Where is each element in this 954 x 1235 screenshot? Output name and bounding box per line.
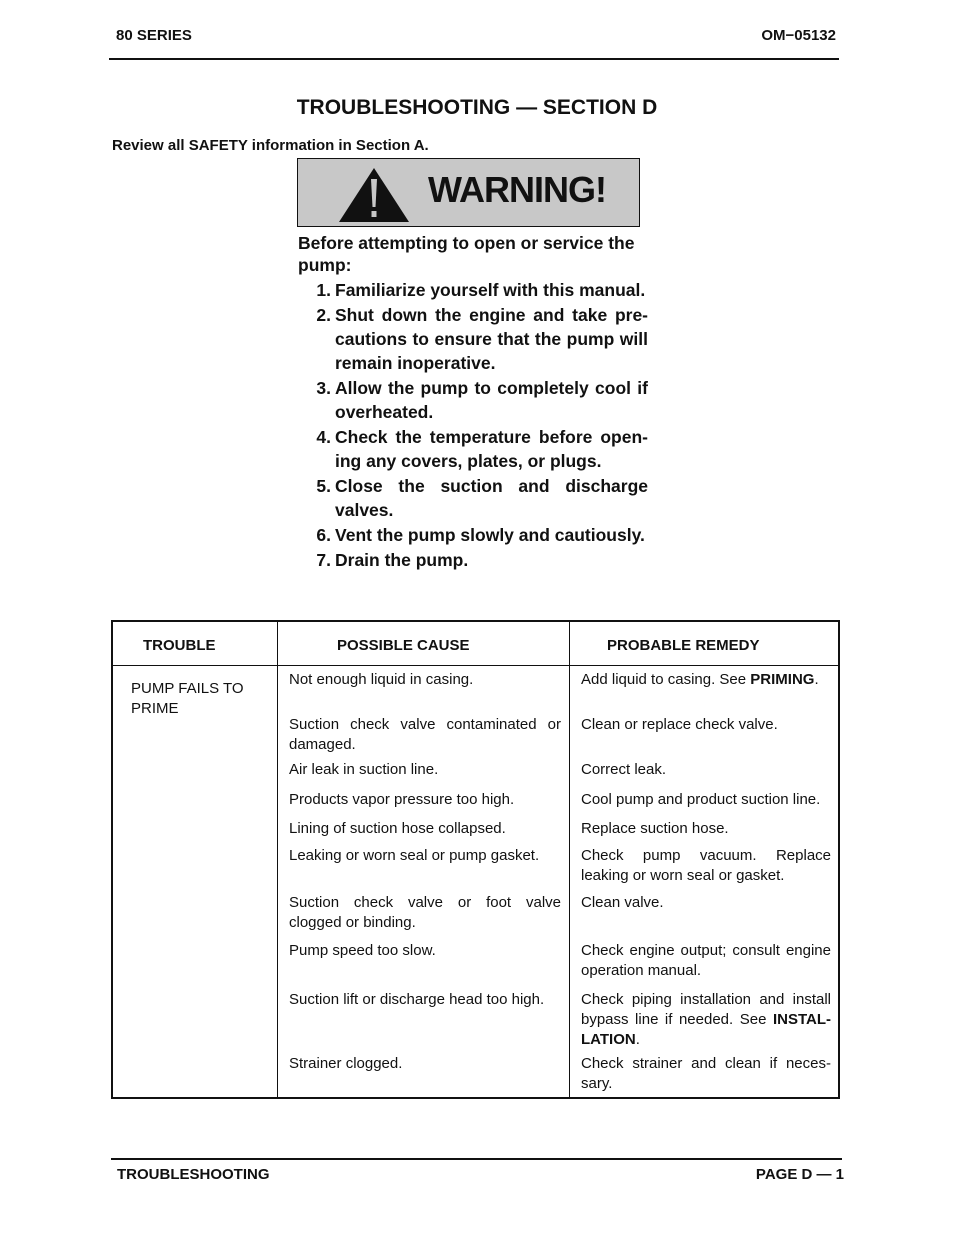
remedy-cell: Check strainer and clean if necessary.	[581, 1055, 831, 1092]
cause-cell: Pump speed too slow.	[289, 942, 436, 959]
cause-cell: Suction lift or discharge head too high.	[289, 991, 545, 1008]
step-number: 4.	[316, 427, 331, 447]
exclamation-triangle-icon	[338, 167, 410, 223]
column-header-cause: POSSIBLE CAUSE	[337, 637, 470, 654]
cause-cell: Lining of suction hose collapsed.	[289, 820, 506, 837]
step-number: 1.	[316, 280, 331, 300]
warning-intro: Before attempting to open or service the pump:	[298, 233, 635, 275]
remedy-cell: Check piping installation and install bypass line if needed. See INSTALLATION.	[581, 991, 831, 1048]
step-text: Allow the pump to completely cool if overheated.	[335, 378, 648, 422]
warning-step	[298, 278, 648, 302]
step-text: Drain the pump.	[335, 550, 469, 570]
warning-banner	[297, 158, 640, 227]
column-divider	[277, 622, 278, 1097]
cause-cell: Strainer clogged.	[289, 1055, 403, 1072]
remedy-cell: Check engine output; consult engine operation manual.	[581, 942, 831, 979]
warning-step	[298, 548, 648, 572]
column-divider	[569, 622, 570, 1097]
warning-label: WARNING!	[428, 169, 606, 210]
column-header-remedy: PROBABLE REMEDY	[607, 637, 760, 654]
warning-step	[298, 474, 648, 522]
cause-cell: Products vapor pressure too high.	[289, 791, 515, 808]
trouble-cell: PUMP FAILS TO PRIME	[131, 680, 244, 717]
warning-step	[298, 303, 648, 375]
page-footer-right: PAGE D — 1	[755, 1166, 844, 1183]
column-header-trouble: TROUBLE	[143, 637, 216, 654]
remedy-cell: Cool pump and product suction line.	[581, 791, 821, 808]
warning-step	[298, 523, 648, 547]
remedy-cell: Correct leak.	[581, 761, 667, 778]
step-number: 3.	[316, 378, 331, 398]
page-title: TROUBLESHOOTING — SECTION D	[296, 96, 658, 119]
cause-cell: Not enough liquid in casing.	[289, 671, 474, 688]
cause-cell: Leaking or worn seal or pump gasket.	[289, 847, 540, 864]
troubleshooting-table	[111, 620, 840, 1099]
step-text: Vent the pump slowly and cautiously.	[335, 525, 645, 545]
step-text: Familiarize yourself with this manual.	[335, 280, 646, 300]
footer-rule	[111, 1158, 842, 1160]
review-note: Review all SAFETY information in Section A.	[112, 137, 429, 154]
header-rule	[109, 58, 839, 60]
warning-steps	[298, 278, 648, 573]
cause-cell: Suction check valve contaminated or damaged.	[289, 716, 561, 753]
page-header-left: 80 SERIES	[116, 27, 192, 44]
page-footer-left: TROUBLESHOOTING	[117, 1166, 270, 1183]
remedy-cell: Add liquid to casing. See PRIMING.	[581, 671, 819, 688]
cause-cell: Suction check valve or foot valve clogged or binding.	[289, 894, 561, 931]
step-number: 6.	[316, 525, 331, 545]
warning-step	[298, 376, 648, 424]
remedy-cell: Clean or replace check valve.	[581, 716, 778, 733]
remedy-cell: Check pump vacuum. Replace leaking or worn seal or gasket.	[581, 847, 831, 884]
step-number: 5.	[316, 476, 331, 496]
step-number: 7.	[316, 550, 331, 570]
step-text: Shut down the engine and take precautions to ensure that the pump will remain inoperative.	[335, 305, 648, 373]
remedy-cell: Replace suction hose.	[581, 820, 729, 837]
page-header-right: OM−05132	[761, 27, 836, 44]
remedy-cell: Clean valve.	[581, 894, 664, 911]
header-divider	[113, 665, 838, 666]
step-text: Check the temperature before opening any covers, plates, or plugs.	[335, 427, 648, 471]
step-number: 2.	[316, 305, 331, 325]
step-text: Close the suction and discharge valves.	[335, 476, 648, 520]
warning-step	[298, 425, 648, 473]
cause-cell: Air leak in suction line.	[289, 761, 439, 778]
